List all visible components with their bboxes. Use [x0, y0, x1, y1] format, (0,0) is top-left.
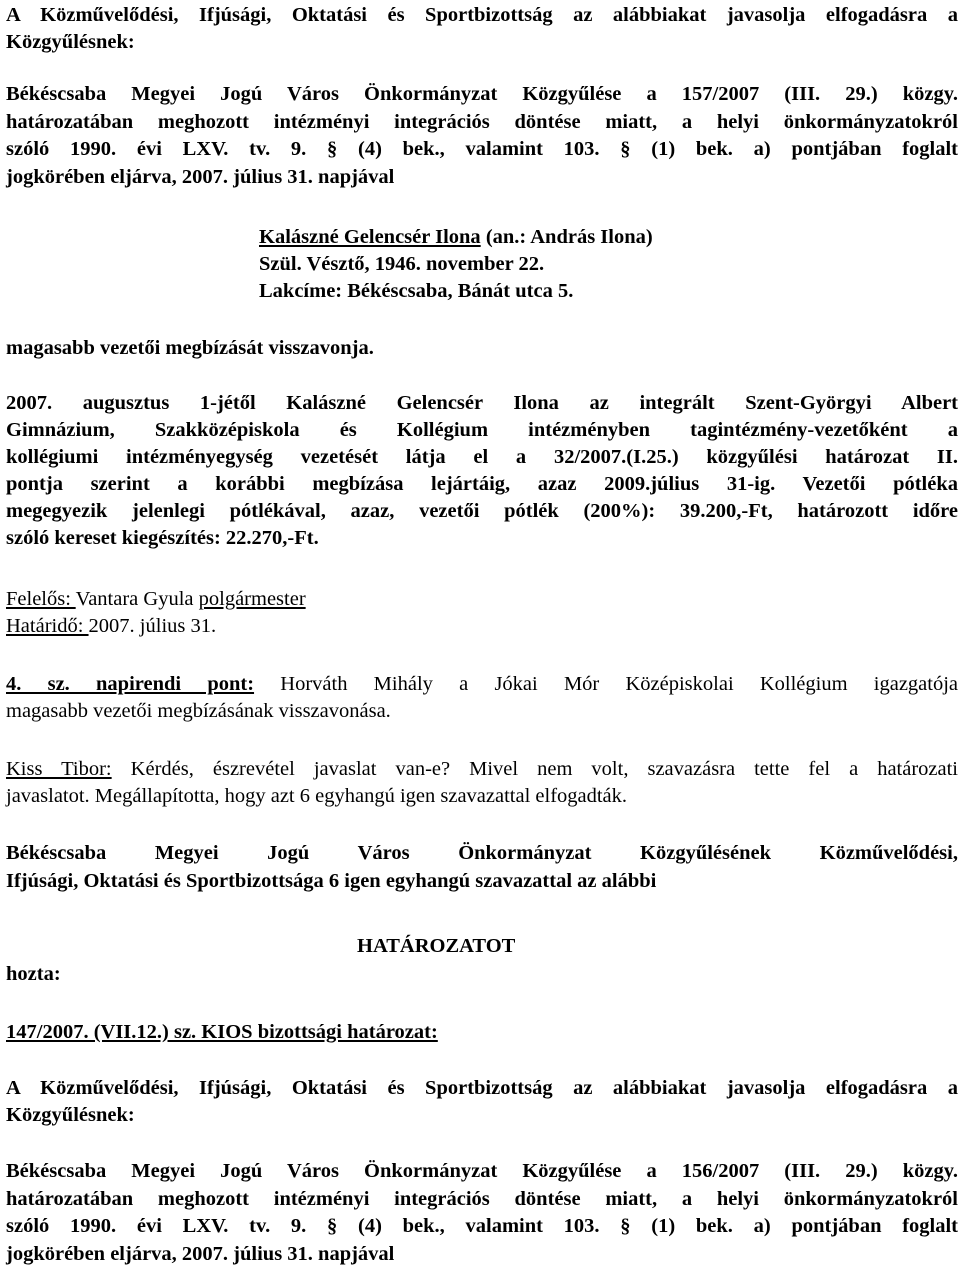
- resolution-2-line-4: jogkörében eljárva, 2007. július 31. napjával: [6, 1242, 395, 1265]
- resolution-2-line-2: határozatában meghozott intézményi integrációs döntése miatt, a helyi önkormányzatokról: [6, 1187, 958, 1210]
- intro-2-line-2: Közgyűlésnek:: [6, 1104, 135, 1126]
- resolution-1-line-3: szóló 1990. évi LXV. tv. 9. § (4) bek., valamint 103. § (1) bek. a) pontjában foglalt: [6, 138, 958, 160]
- person-name: Kalászné Gelencsér Ilona: [259, 226, 481, 248]
- agenda-item: [6, 671, 958, 725]
- decision-reference-line: [6, 1019, 958, 1046]
- resolution-1-line-4: jogkörében eljárva, 2007. július 31. napjával: [6, 165, 395, 188]
- continuation-line-2: Gimnázium, Szakközépiskola és Kollégium intézményben tagintézmény-vezetőként a: [6, 419, 958, 441]
- intro-1-line-2: Közgyűlésnek:: [6, 31, 135, 53]
- intro-paragraph-1: [6, 2, 958, 56]
- deadline-value: 2007. július 31.: [88, 615, 217, 637]
- agenda-line-2: magasabb vezetői megbízásának visszavonása.: [6, 700, 391, 722]
- resolution-paragraph-2: [6, 1158, 958, 1268]
- continuation-line-4: pontja szerint a korábbi megbízása lejártáig, azaz 2009.július 31-ig. Vezetői pótléka: [6, 473, 958, 495]
- deadline-label: Határidő:: [6, 615, 89, 637]
- responsible-name: Vantara Gyula: [75, 588, 199, 610]
- person-name-line: [259, 224, 859, 251]
- intro-1-line-1: A Közművelődési, Ifjúsági, Oktatási és Sportbizottság az alábbiakat javasolja elfogadásra a: [6, 4, 958, 26]
- chair-remarks: [6, 756, 958, 810]
- person-block: [259, 224, 859, 305]
- continuation-paragraph: [6, 390, 958, 552]
- continuation-line-3: kollégiumi intézményegység vezetését látja el a 32/2007.(I.25.) közgyűlési határozat II.: [6, 446, 958, 468]
- continuation-line-1: 2007. augusztus 1-jétől Kalászné Gelencsér Ilona az integrált Szent-Györgyi Albert: [6, 392, 958, 414]
- deadline-line: [6, 613, 958, 640]
- committee-line-1: Békéscsaba Megyei Jogú Város Önkormányzat Közgyűlésének Közművelődési,: [6, 842, 958, 864]
- chair-line-1: [6, 756, 958, 783]
- committee-line-2: Ifjúsági, Oktatási és Sportbizottsága 6 igen egyhangú szavazattal az alábbi: [6, 869, 657, 892]
- chair-question: Kérdés, észrevétel javaslat van-e? Mivel nem volt, szavazásra tette fel a határozati: [111, 758, 959, 780]
- resolution-paragraph-1: [6, 81, 958, 191]
- responsible-block: [6, 586, 958, 640]
- agenda-title: Horváth Mihály a Jókai Mór Középiskolai Kollégium igazgatója: [254, 673, 959, 695]
- chair-line-2: javaslatot. Megállapította, hogy azt 6 egyhangú igen szavazattal elfogadták.: [6, 785, 628, 807]
- committee-paragraph: [6, 840, 958, 895]
- responsible-label: Felelős:: [6, 588, 76, 610]
- agenda-line-1: [6, 671, 958, 698]
- agenda-number: 4. sz. napirendi pont:: [6, 673, 255, 695]
- responsible-line: [6, 586, 958, 613]
- decision-heading: HATÁROZATOT: [357, 935, 516, 957]
- chair-name: Kiss Tibor:: [6, 758, 112, 780]
- resolution-1-line-2: határozatában meghozott intézményi integrációs döntése miatt, a helyi önkormányzatokról: [6, 110, 958, 133]
- person-address: Lakcíme: Békéscsaba, Bánát utca 5.: [259, 280, 574, 302]
- resolution-1-line-1: Békéscsaba Megyei Jogú Város Önkormányzat Közgyűlése a 157/2007 (III. 29.) közgy.: [6, 83, 958, 105]
- person-maiden-name: (an.: András Ilona): [480, 226, 653, 248]
- continuation-line-6: szóló kereset kiegészítés: 22.270,-Ft.: [6, 527, 319, 549]
- decision-reference: 147/2007. (VII.12.) sz. KIOS bizottsági határozat:: [6, 1021, 438, 1043]
- resolution-2-line-3: szóló 1990. évi LXV. tv. 9. § (4) bek., valamint 103. § (1) bek. a) pontjában foglalt: [6, 1215, 958, 1237]
- intro-paragraph-2: [6, 1075, 958, 1129]
- revoke-statement: magasabb vezetői megbízását visszavonja.: [6, 337, 374, 359]
- responsible-role: polgármester: [198, 588, 306, 610]
- person-birth: Szül. Vésztő, 1946. november 22.: [259, 253, 545, 275]
- continuation-line-5: megegyezik jelenlegi pótlékával, azaz, vezetői pótlék (200%): 39.200,-Ft, határozott időre: [6, 500, 958, 522]
- intro-2-line-1: A Közművelődési, Ifjúsági, Oktatási és Sportbizottság az alábbiakat javasolja elfogadásra a: [6, 1077, 958, 1099]
- hozta-label: hozta:: [6, 963, 61, 985]
- resolution-2-line-1: Békéscsaba Megyei Jogú Város Önkormányzat Közgyűlése a 156/2007 (III. 29.) közgy.: [6, 1160, 958, 1182]
